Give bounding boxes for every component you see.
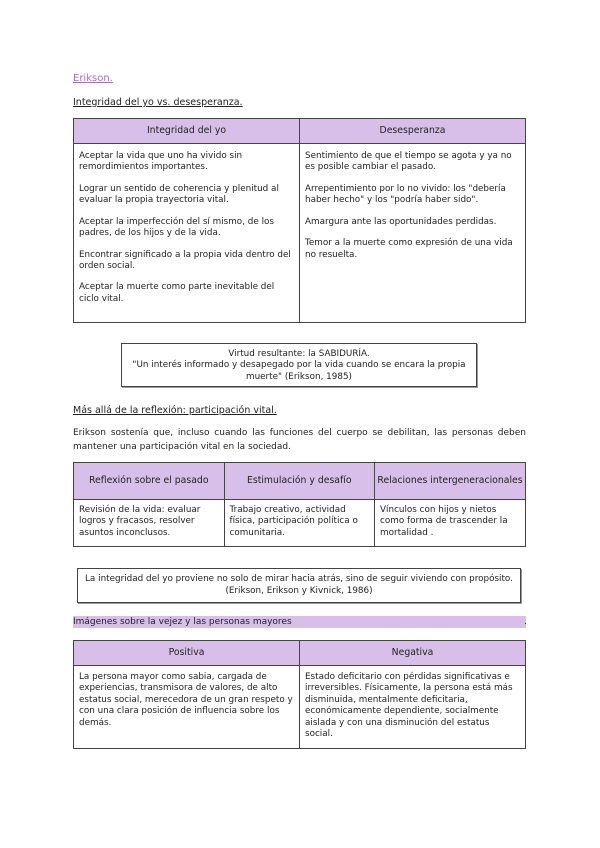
list-item: Sentimiento de que el tiempo se agota y ya no es posible cambiar el pasado. [305,151,512,173]
virtue-quote: "Un interés informado y desapegado por la vida cuando se encara la propia muerte" (Erikson, 1985) [132,360,466,382]
header-estimulacion: Estimulación y desafío [224,463,375,500]
header-negativa: Negativa [300,641,526,666]
quote-box [77,568,521,603]
header-desesperanza: Desesperanza [300,119,526,144]
page-heading-link[interactable]: Erikson. [73,73,113,84]
section-title-participacion: Más allá de la reflexión: participación vital. [73,405,277,416]
quote-line: La integridad del yo proviene no solo de mirar hacia atrás, sino de seguir viviendo con propósito. [85,574,513,584]
list-item: Aceptar la imperfección del sí mismo, de los padres, de los hijos y de la vida. [79,216,274,239]
header-integridad: Integridad del yo [74,119,300,144]
list-item: Encontrar significado a la propia vida dentro del orden social. [79,249,291,271]
table-cell: Revisión de la vida: evaluar logros y fracasos, resolver asuntos inconclusos. [74,500,225,547]
list-item: Aceptar la vida que uno ha vivido sin remordimientos importantes. [79,151,243,173]
section-title-integridad: Integridad del yo vs. desesperanza. [73,97,243,108]
section-title-imagenes-text: Imágenes sobre la vejez y las personas mayores [73,617,292,627]
list-item: Lograr un sentido de coherencia y plenitud al evaluar la propia trayectoria vital. [79,183,279,206]
table-cell: Trabajo creativo, actividad física, participación política o comunitaria. [224,500,375,547]
participacion-table [73,462,526,547]
negativa-cell: Estado deficitario con pérdidas significativas e irreversibles. Físicamente, la persona está más disminuida, mentalmente deficitaria, económicamente dependiente, socialmente aislada y con una disminución del estatus social. [300,666,526,749]
participacion-paragraph: Erikson sostenía que, incluso cuando las funciones del cuerpo se debilitan, las personas deben mantener una participación vital en la sociedad. [73,428,526,452]
header-positiva: Positiva [74,641,300,666]
list-item: Amargura ante las oportunidades perdidas. [305,216,497,227]
list-item: Arrepentimiento por lo no vivido: los "debería haber hecho" y los "podría haber sido". [305,183,506,206]
header-relaciones: Relaciones intergeneracionales [375,463,526,500]
imagenes-vejez-table [73,640,526,749]
virtue-box [121,343,477,387]
table-cell: Vínculos con hijos y nietos como forma de trascender la mortalidad . [375,500,526,547]
section-title-trailing: . [524,617,527,627]
positiva-cell: La persona mayor como sabia, cargada de experiencias, transmisora de valores, de alto estatus social, merecedora de un gran respeto y con una clara posición de influencia sobre los demás. [74,666,300,749]
virtue-line: Virtud resultante: la SABIDURÍA. [228,349,370,359]
section-title-imagenes [73,616,526,628]
list-item: Aceptar la muerte como parte inevitable del ciclo vital. [79,282,275,304]
list-item: Temor a la muerte como expresión de una vida no resuelta. [305,238,513,260]
quote-citation: (Erikson, Erikson y Kivnick, 1986) [225,586,373,597]
desesperanza-cell [300,144,526,323]
integridad-cell [74,144,300,323]
header-reflexion: Reflexión sobre el pasado [74,463,225,500]
integridad-desesperanza-table [73,118,526,323]
